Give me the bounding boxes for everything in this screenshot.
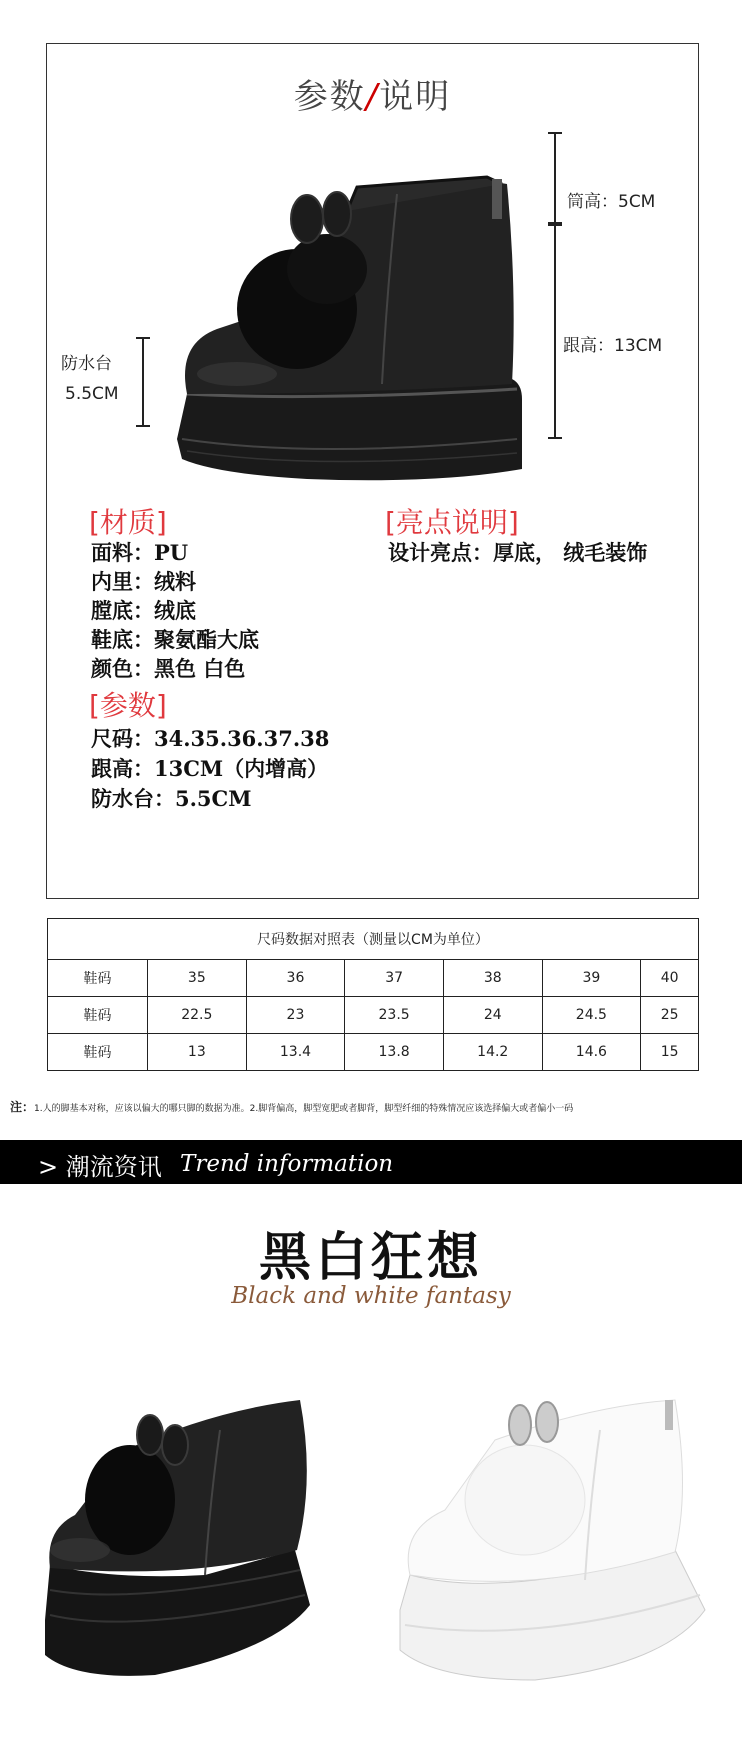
note-prefix: 注： [10,1100,35,1114]
table-cell: 39 [542,960,641,997]
platform-value: 5.5CM [65,384,119,404]
table-cell: 35 [148,960,247,997]
row-label: 鞋码 [48,1034,148,1071]
table-cell: 38 [443,960,542,997]
table-cell: 36 [246,960,345,997]
table-row [48,1034,699,1071]
table-cell: 40 [641,960,699,997]
size-chart-table [47,918,699,1071]
size-note [10,1098,745,1115]
row-label: 鞋码 [48,960,148,997]
parameter-box [46,43,699,899]
title-slash: / [365,77,380,117]
trend-banner-subtitle: Trend information [180,1151,394,1177]
fantasy-title: 黑白狂想 [258,1227,483,1288]
param-sizes: 尺码：34.35.36.37.38 [91,726,330,751]
platform-dimension-line [142,337,144,427]
fantasy-subtitle: Black and white fantasy [231,1283,511,1309]
title-part-2: 说明 [379,77,452,117]
table-cell: 25 [641,997,699,1034]
material-fabric: 面料：PU [91,540,189,565]
table-cell: 24 [443,997,542,1034]
table-cell: 13.8 [345,1034,444,1071]
material-lining: 内里：绒料 [91,569,196,594]
product-image-white-shoe [385,1380,715,1700]
heel-height-label: 跟高：13CM [563,336,663,356]
material-sole: 鞋底：聚氨酯大底 [91,627,259,652]
param-heel: 跟高：13CM（内增高） [91,756,329,781]
size-chart-caption: 尺码数据对照表（测量以CM为单位） [48,919,699,960]
material-heading: [材质] [89,506,167,539]
title-part-1: 参数 [293,77,366,117]
material-color: 颜色：黑色 白色 [91,656,246,681]
product-image-black-shoe-angle [35,1390,355,1690]
table-row [48,997,699,1034]
table-cell: 24.5 [542,997,641,1034]
table-cell: 15 [641,1034,699,1071]
shaft-height-label: 筒高：5CM [567,192,656,212]
table-cell: 14.2 [443,1034,542,1071]
trend-banner [0,1140,742,1184]
table-row [48,960,699,997]
heel-dimension-line [554,224,556,439]
table-cell: 37 [345,960,444,997]
highlight-heading: [亮点说明] [385,506,519,539]
table-cell: 23 [246,997,345,1034]
shaft-dimension-line [554,132,556,224]
table-cell: 22.5 [148,997,247,1034]
param-platform: 防水台：5.5CM [91,786,252,811]
params-heading: [参数] [89,689,167,722]
section-title [47,69,698,118]
product-image-black-shoe [157,139,577,519]
table-cell: 13.4 [246,1034,345,1071]
table-cell: 14.6 [542,1034,641,1071]
row-label: 鞋码 [48,997,148,1034]
table-cell: 23.5 [345,997,444,1034]
table-cell: 13 [148,1034,247,1071]
note-text: 1.人的脚基本对称，应该以偏大的哪只脚的数据为准。2.脚背偏高，脚型宽肥或者脚背，脚型纤细的特殊情况应该选择偏大或者偏小一码 [34,1104,574,1114]
platform-label: 防水台 [61,354,112,374]
highlight-text: 设计亮点：厚底， 绒毛装饰 [388,540,648,565]
trend-banner-title: > 潮流资讯 [38,1153,162,1181]
material-insole: 膛底：绒底 [91,598,196,623]
